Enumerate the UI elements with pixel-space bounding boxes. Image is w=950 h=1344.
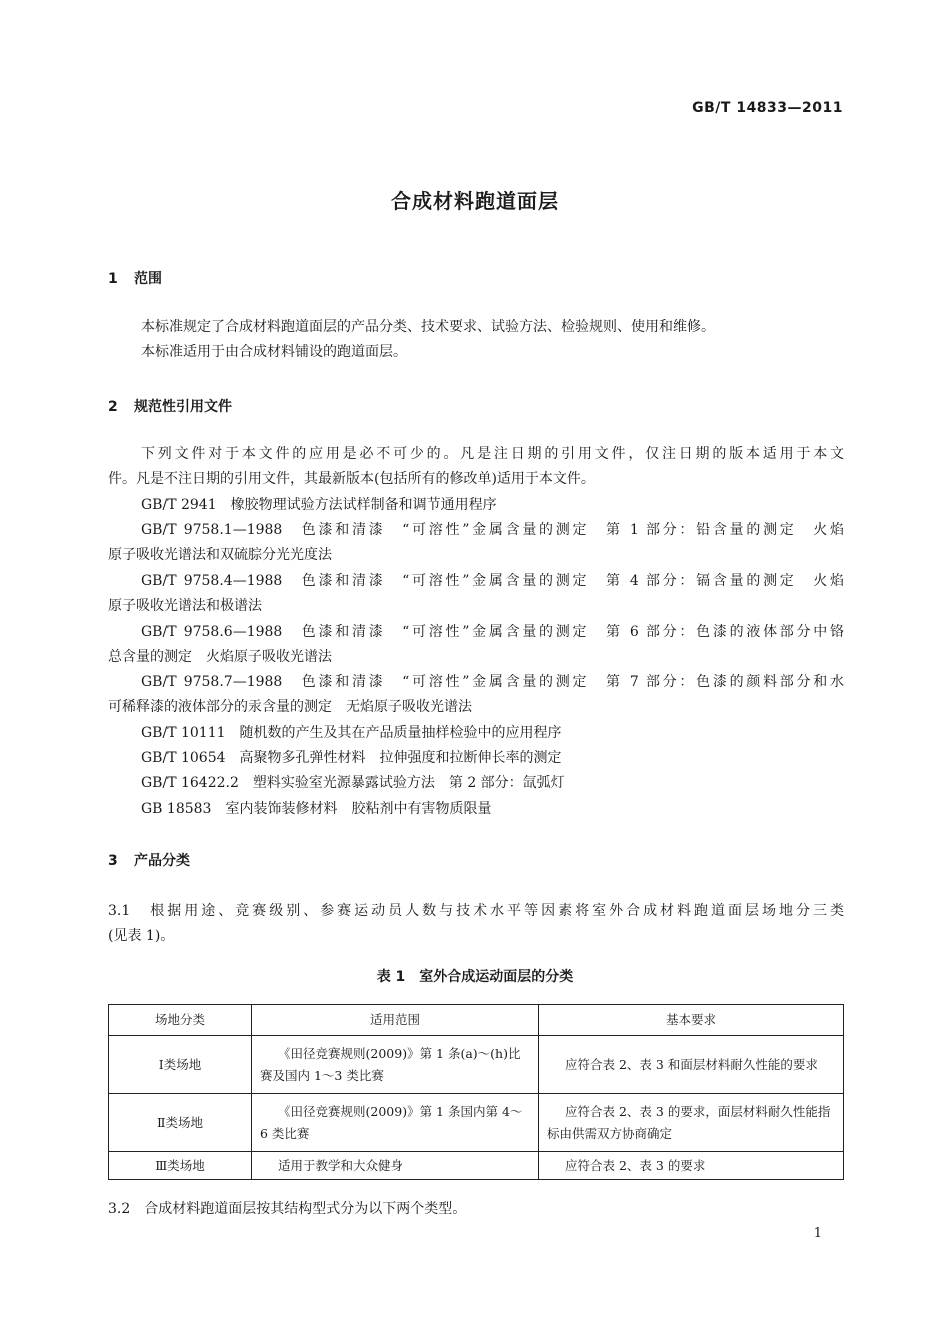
table-cell: 应符合表 2、表 3 和面层材料耐久性能的要求 <box>539 1036 844 1094</box>
section-1-paragraph: 本标准规定了合成材料跑道面层的产品分类、技术要求、试验方法、检验规则、使用和维修。 <box>141 319 715 335</box>
reference-item: GB/T 2941 橡胶物理试验方法试样制备和调节通用程序 <box>141 497 497 513</box>
section-2-heading <box>108 396 232 416</box>
clause-3-1: 3.1 根据用途、竞赛级别、参赛运动员人数与技术水平等因素将室外合成材料跑道面层场地分三类 <box>108 903 844 919</box>
page-number: 1 <box>813 1226 822 1241</box>
table-header-row <box>109 1005 844 1036</box>
reference-item: 原子吸收光谱法和极谱法 <box>108 598 262 614</box>
clause-3-1: (见表 1)。 <box>108 928 175 944</box>
section-2-intro: 下列文件对于本文件的应用是必不可少的。凡是注日期的引用文件，仅注日期的版本适用于本文 <box>141 446 844 462</box>
classification-table <box>108 1004 844 1180</box>
reference-item: 原子吸收光谱法和双硫腙分光光度法 <box>108 547 332 563</box>
document-title: 合成材料跑道面层 <box>391 189 559 213</box>
section-title: 产品分类 <box>134 853 190 869</box>
section-1-heading <box>108 268 162 288</box>
section-title: 范围 <box>134 271 162 287</box>
section-number: 1 <box>108 271 118 287</box>
table-cell: 《田径竞赛规则(2009)》第 1 条国内第 4～6 类比赛 <box>252 1094 539 1152</box>
reference-item: GB/T 9758.4—1988 色漆和清漆 “可溶性”金属含量的测定 第 4 部分：镉含量的测定 火焰 <box>141 573 844 589</box>
reference-item: GB/T 9758.1—1988 色漆和清漆 “可溶性”金属含量的测定 第 1 部分：铅含量的测定 火焰 <box>141 522 844 538</box>
section-2-intro: 件。凡是不注日期的引用文件，其最新版本(包括所有的修改单)适用于本文件。 <box>108 471 595 487</box>
standard-code: GB/T 14833—2011 <box>692 100 843 116</box>
reference-item: GB/T 16422.2 塑料实验室光源暴露试验方法 第 2 部分：氙弧灯 <box>141 775 565 791</box>
section-number: 2 <box>108 399 118 415</box>
section-3-heading <box>108 850 190 870</box>
reference-item: 可稀释漆的液体部分的汞含量的测定 无焰原子吸收光谱法 <box>108 699 472 715</box>
reference-item: GB/T 9758.6—1988 色漆和清漆 “可溶性”金属含量的测定 第 6 部分：色漆的液体部分中铬 <box>141 624 844 640</box>
table-header-cell: 适用范围 <box>252 1005 539 1036</box>
table-cell: Ⅲ类场地 <box>109 1152 252 1180</box>
reference-item: 总含量的测定 火焰原子吸收光谱法 <box>108 649 332 665</box>
table-header-cell: 场地分类 <box>109 1005 252 1036</box>
table-caption: 表 1 室外合成运动面层的分类 <box>376 969 574 985</box>
table-row <box>109 1094 844 1152</box>
section-1-paragraph: 本标准适用于由合成材料铺设的跑道面层。 <box>141 344 407 360</box>
table-cell: Ⅱ类场地 <box>109 1094 252 1152</box>
table-cell: 《田径竞赛规则(2009)》第 1 条(a)～(h)比赛及国内 1～3 类比赛 <box>252 1036 539 1094</box>
table-cell: Ⅰ类场地 <box>109 1036 252 1094</box>
table-cell: 应符合表 2、表 3 的要求 <box>539 1152 844 1180</box>
reference-item: GB 18583 室内装饰装修材料 胶粘剂中有害物质限量 <box>141 801 492 817</box>
table-cell: 应符合表 2、表 3 的要求，面层材料耐久性能指标由供需双方协商确定 <box>539 1094 844 1152</box>
reference-item: GB/T 10111 随机数的产生及其在产品质量抽样检验中的应用程序 <box>141 725 562 741</box>
section-title: 规范性引用文件 <box>134 399 232 415</box>
table-row <box>109 1152 844 1180</box>
clause-3-2: 3.2 合成材料跑道面层按其结构型式分为以下两个类型。 <box>108 1201 467 1217</box>
reference-item: GB/T 9758.7—1988 色漆和清漆 “可溶性”金属含量的测定 第 7 部分：色漆的颜料部分和水 <box>141 674 844 690</box>
section-number: 3 <box>108 853 118 869</box>
table-cell: 适用于教学和大众健身 <box>252 1152 539 1180</box>
table-row <box>109 1036 844 1094</box>
table-header-cell: 基本要求 <box>539 1005 844 1036</box>
reference-item: GB/T 10654 高聚物多孔弹性材料 拉伸强度和拉断伸长率的测定 <box>141 750 562 766</box>
